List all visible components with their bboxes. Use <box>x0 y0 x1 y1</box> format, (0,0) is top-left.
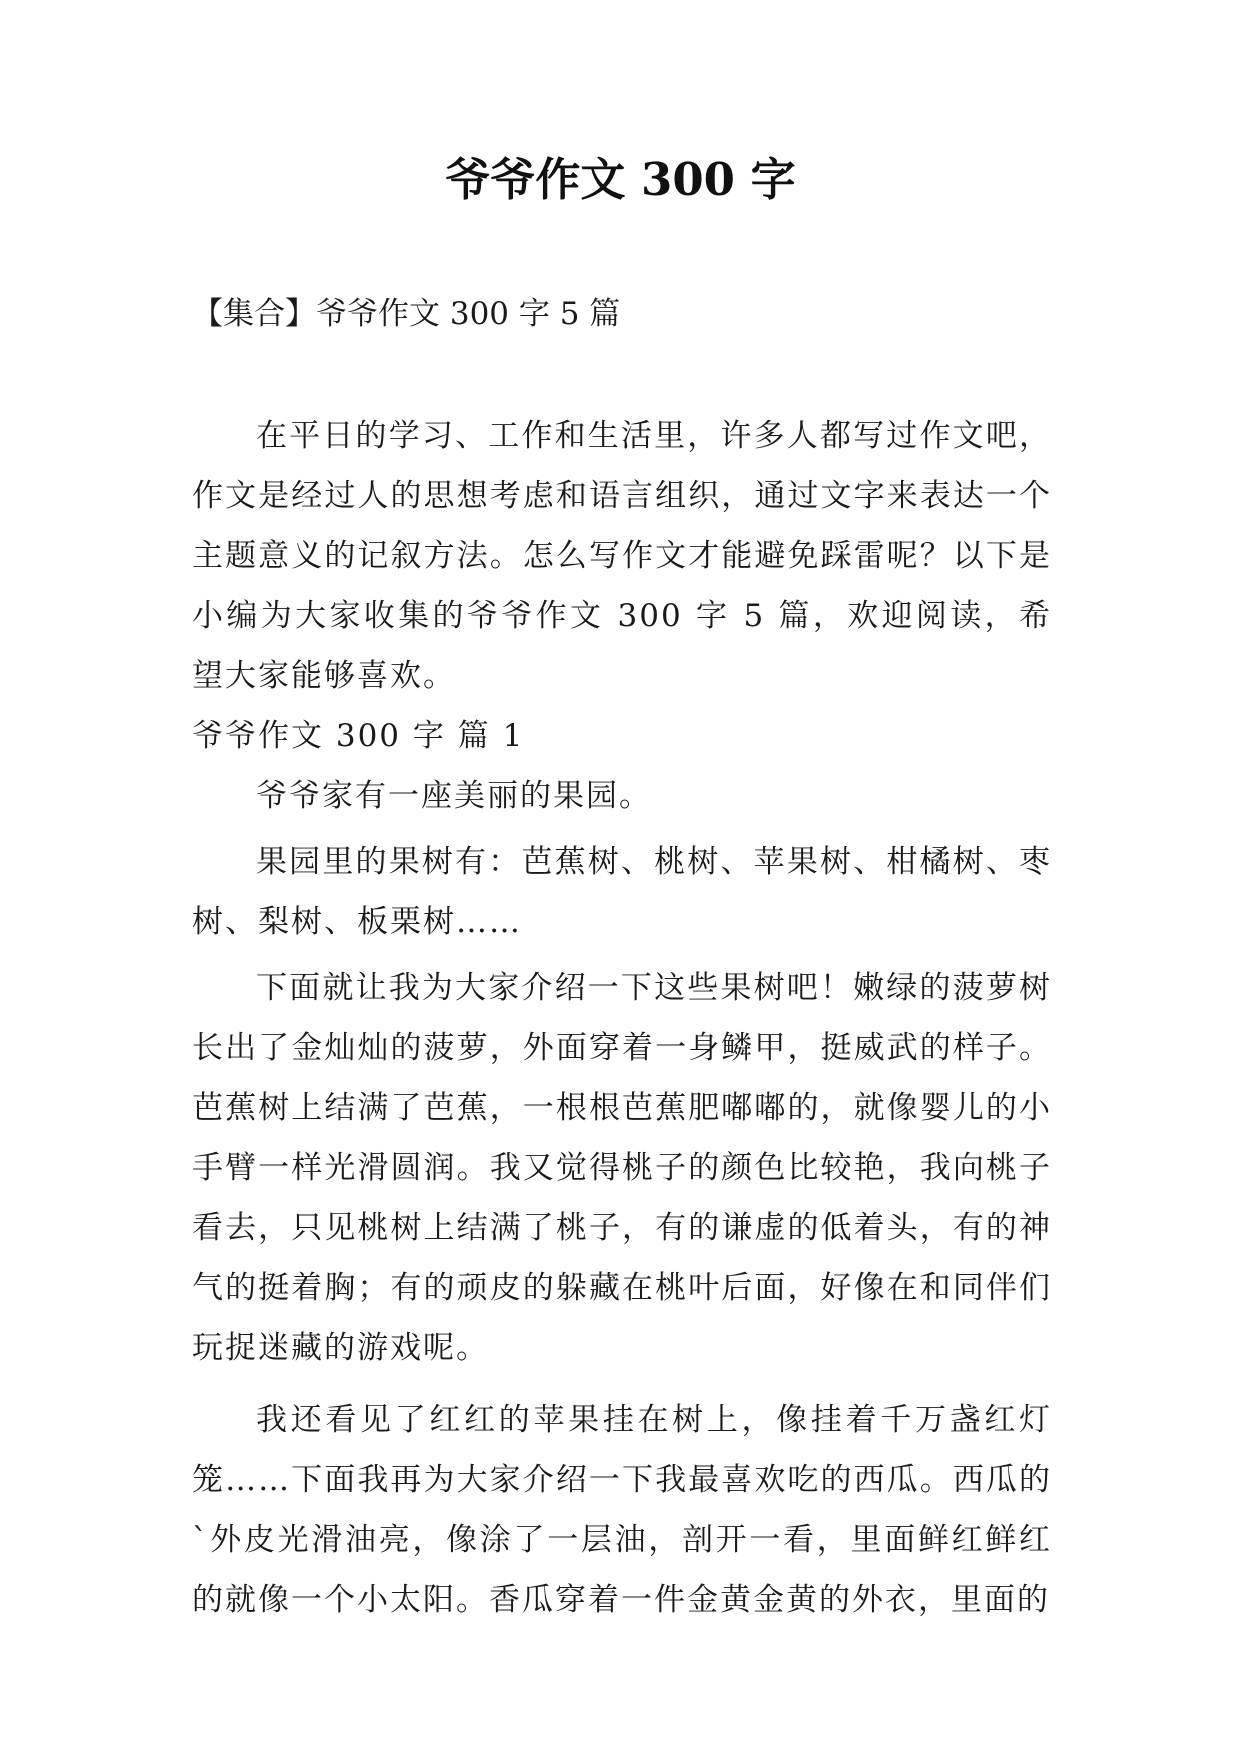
body-paragraph: 下面就让我为大家介绍一下这些果树吧！嫩绿的菠萝树长出了金灿灿的菠萝，外面穿着一身鳞甲，挺威武的样子。芭蕉树上结满了芭蕉，一根根芭蕉肥嘟嘟的，就像婴儿的小手臂一样光滑圆润。我又觉得桃子的颜色比较艳，我向桃子看去，只见桃树上结满了桃子，有的谦虚的低着头，有的神气的挺着胸；有的顽皮的躲藏在桃叶后面，好像在和同伴们玩捉迷藏的游戏呢。 <box>192 970 1052 1366</box>
intro-paragraph: 在平日的学习、工作和生活里，许多人都写过作文吧，作文是经过人的思想考虑和语言组织，通过文字来表达一个主题意义的记叙方法。怎么写作文才能避免踩雷呢？以下是小编为大家收集的爷爷作文 300 字 5 篇，欢迎阅读，希望大家能够喜欢。 <box>192 418 1052 694</box>
body-paragraph: 果园里的果树有：芭蕉树、桃树、苹果树、柑橘树、枣树、梨树、板栗树…… <box>192 844 1052 940</box>
body-paragraph: 爷爷家有一座美丽的果园。 <box>256 778 652 814</box>
document-body <box>192 406 1052 1630</box>
document-subtitle: 【集合】爷爷作文 300 字 5 篇 <box>192 296 621 332</box>
document-title: 爷爷作文 300 字 <box>445 153 796 206</box>
section-heading: 爷爷作文 300 字 篇 1 <box>192 718 525 754</box>
body-paragraph: 我还看见了红红的苹果挂在树上，像挂着千万盏红灯笼……下面我再为大家介绍一下我最喜欢吃的西瓜。西瓜的`外皮光滑油亮，像涂了一层油，剖开一看，里面鲜红鲜红的就像一个小太阳。香瓜穿着一件金黄金黄的外衣，里面的 <box>192 1402 1052 1618</box>
